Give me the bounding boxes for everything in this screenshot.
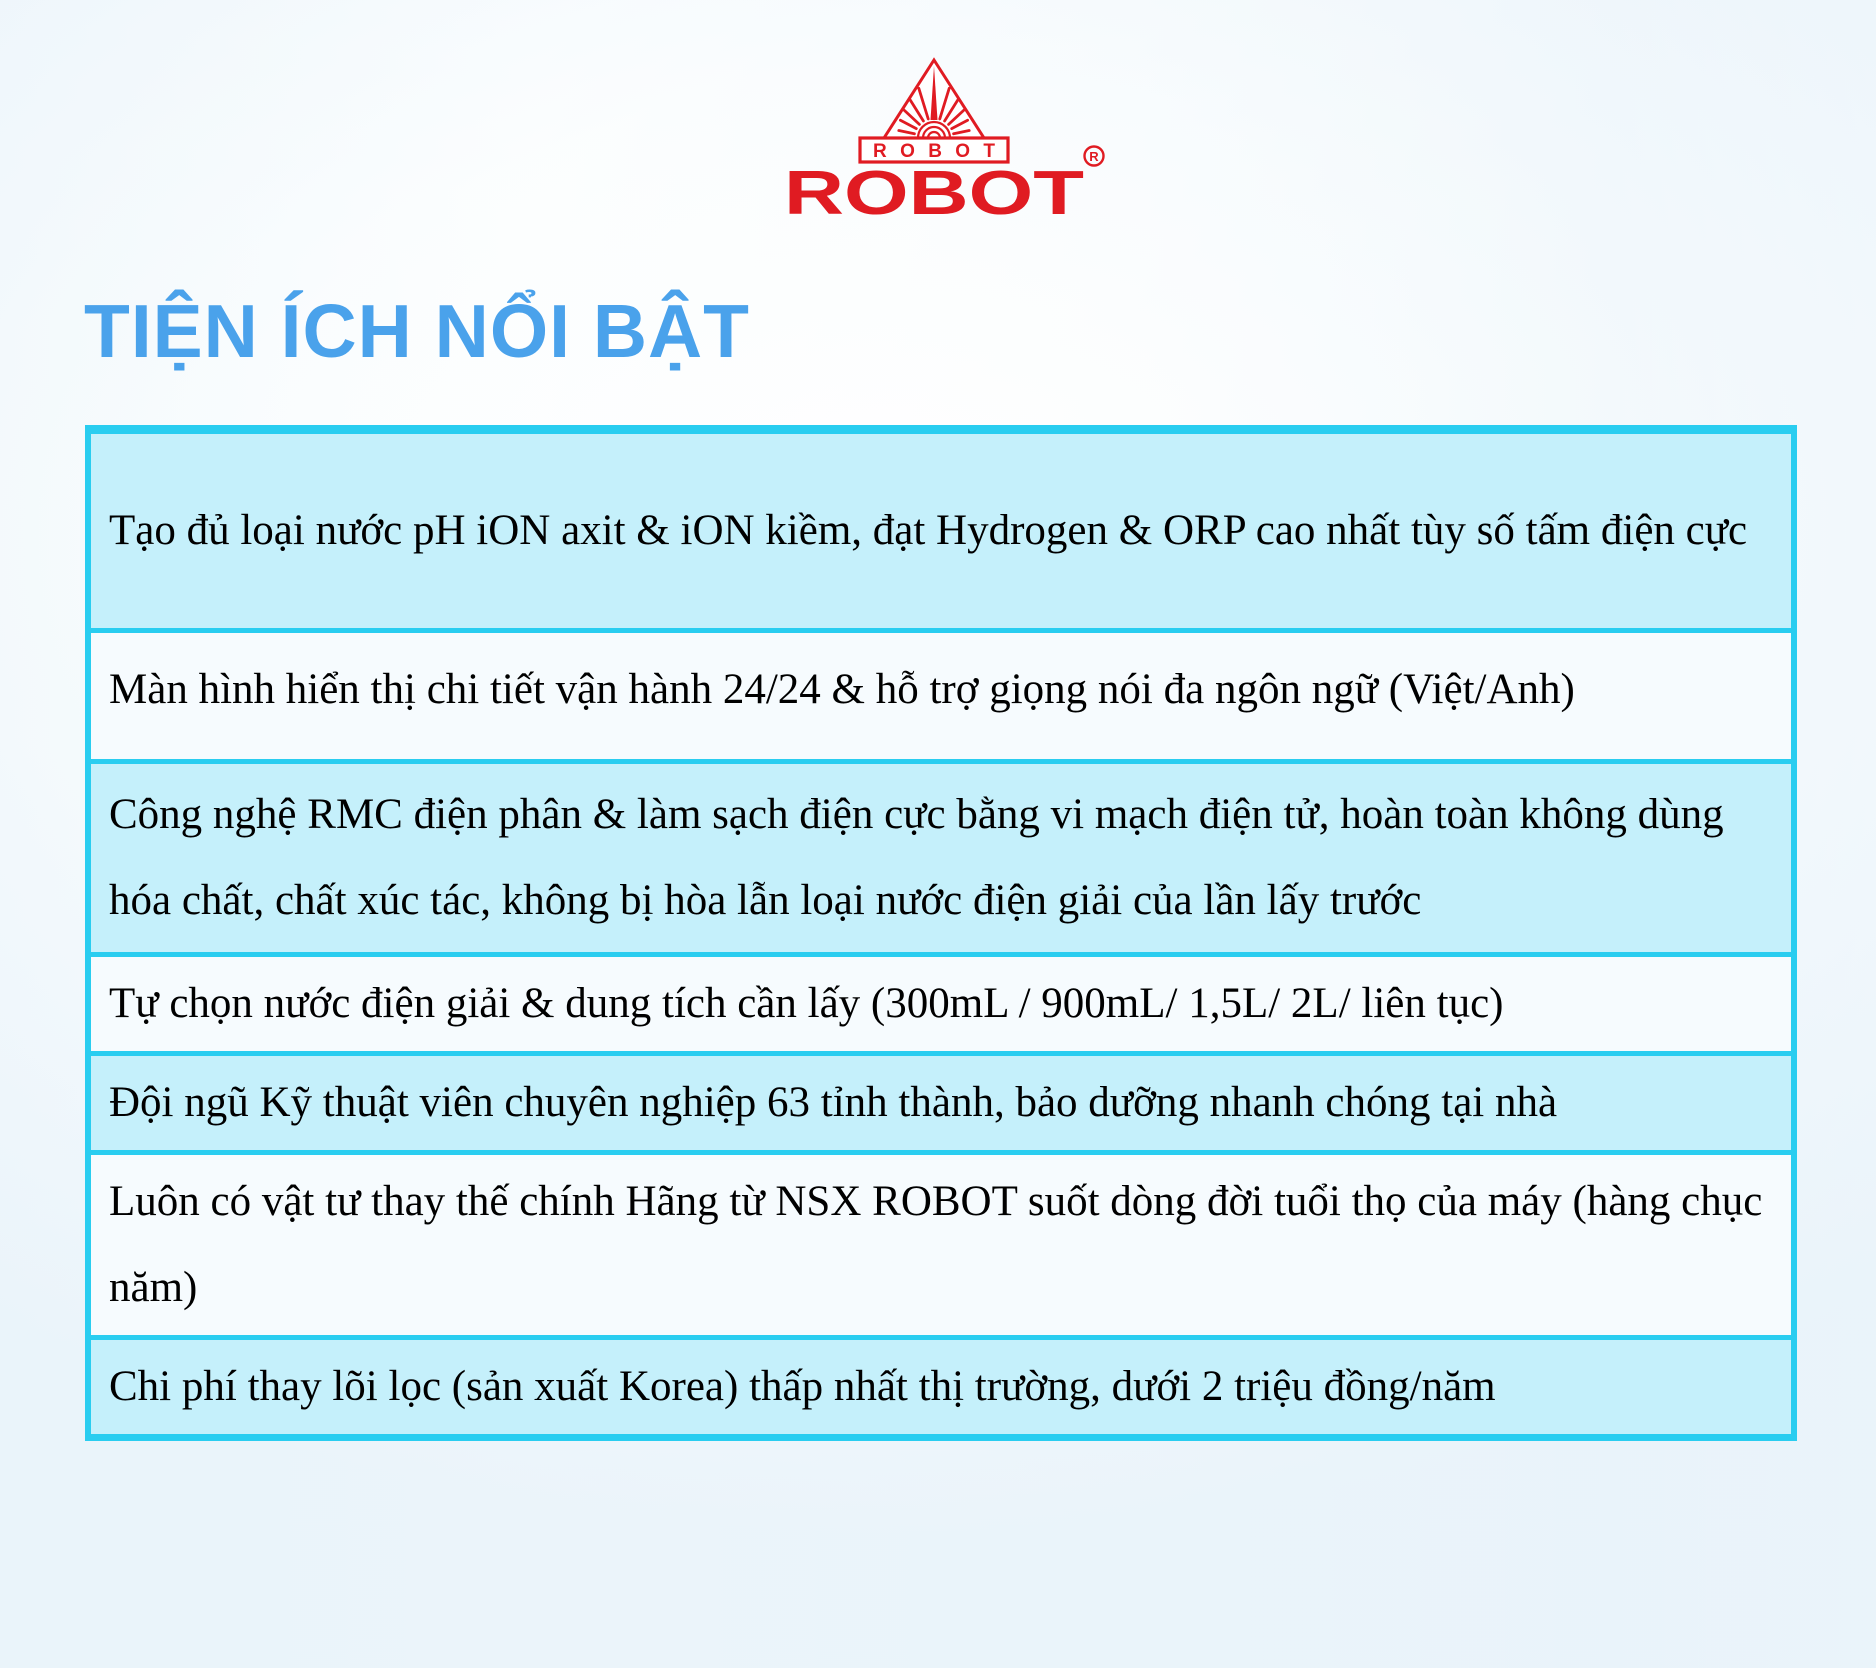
- table-row-volume-select: [91, 952, 1791, 1051]
- table-row-rmc-technology: [91, 759, 1791, 952]
- table-row-filter-cost: [91, 1335, 1791, 1434]
- logo-box-text: ROBOT: [873, 141, 995, 162]
- features-table: [85, 425, 1797, 1441]
- row-text: Đội ngũ Kỹ thuật viên chuyên nghiệp 63 tỉnh thành, bảo dưỡng nhanh chóng tại nhà: [109, 1079, 1558, 1126]
- row-text: Chi phí thay lõi lọc (sản xuất Korea) thấp nhất thị trường, dưới 2 triệu đồng/năm: [109, 1363, 1496, 1410]
- row-text: Công nghệ RMC điện phân & làm sạch điện cực bằng vi mạch điện tử, hoàn toàn không dùng hóa chất, chất xúc tác, không bị hòa lẫn loại nước điện giải của lần lấy trước: [109, 791, 1724, 924]
- row-text: Tạo đủ loại nước pH iON axit & iON kiềm, đạt Hydrogen & ORP cao nhất tùy số tấm điện cực: [109, 507, 1748, 554]
- table-row-genuine-parts: [91, 1150, 1791, 1335]
- sunburst-triangle-icon: [884, 60, 984, 138]
- page-title: TIỆN ÍCH NỔI BẬT: [84, 289, 750, 373]
- table-row-technician-team: [91, 1051, 1791, 1150]
- brand-logo: [764, 52, 1112, 232]
- row-text: Tự chọn nước điện giải & dung tích cần lấy (300mL / 900mL/ 1,5L/ 2L/ liên tục): [109, 980, 1504, 1027]
- table-row-water-types: [91, 434, 1791, 628]
- registered-trademark-icon: [1085, 147, 1104, 166]
- row-text: Màn hình hiển thị chi tiết vận hành 24/24 & hỗ trợ giọng nói đa ngôn ngữ (Việt/Anh): [109, 666, 1575, 713]
- table-row-display-voice: [91, 628, 1791, 759]
- row-text: Luôn có vật tư thay thế chính Hãng từ NSX ROBOT suốt dòng đời tuổi thọ của máy (hàng chục năm): [109, 1178, 1763, 1311]
- robot-wordmark: ROBOT: [784, 159, 1085, 227]
- robot-logo-icon: [764, 52, 1112, 227]
- svg-text:R: R: [1089, 149, 1099, 164]
